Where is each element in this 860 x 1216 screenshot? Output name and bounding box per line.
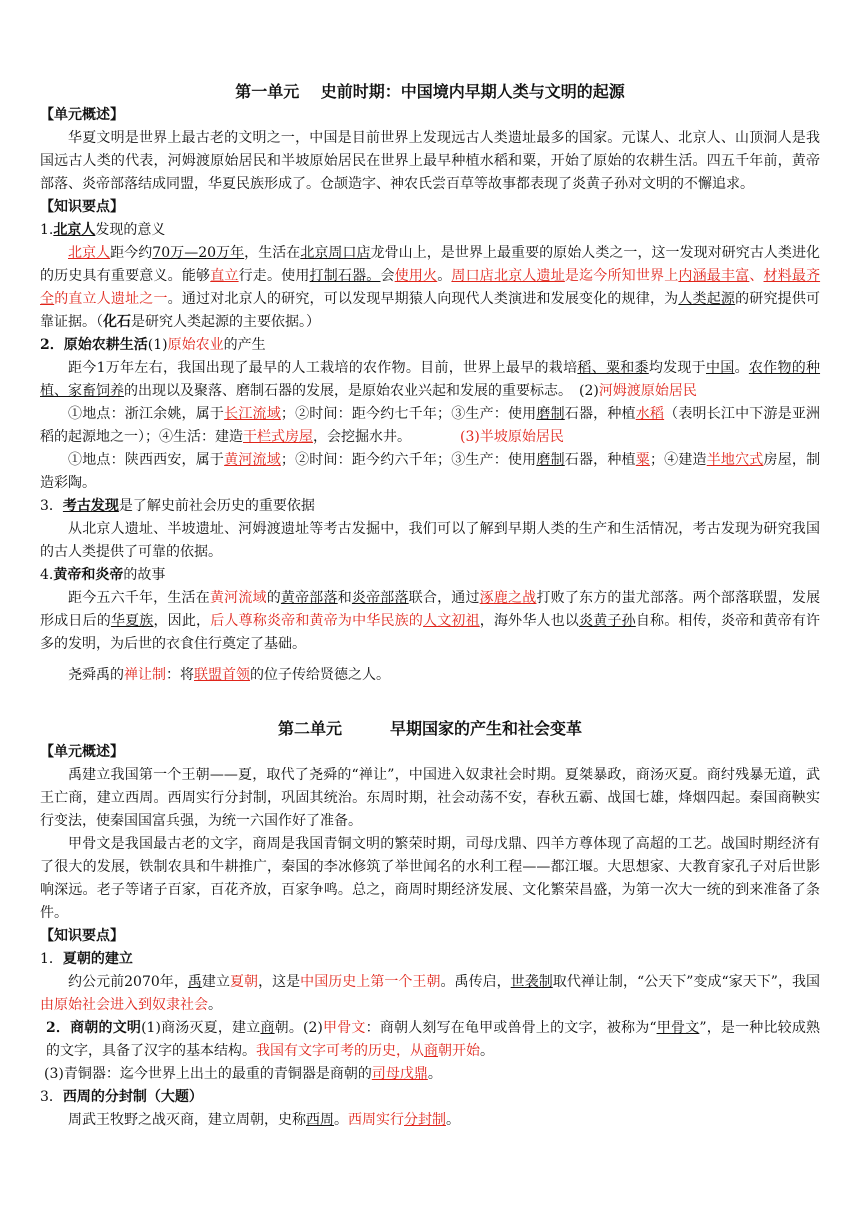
span: 禹 bbox=[187, 974, 202, 990]
span: 。 bbox=[334, 1112, 348, 1128]
span: 。 bbox=[734, 360, 749, 376]
span: 的直立人遗址之一 bbox=[54, 291, 168, 307]
span: 自称。相传，炎帝和黄帝有许多的发明，为后世的衣食住行奠定了基础。 bbox=[40, 613, 821, 652]
span: 距今约 bbox=[110, 245, 153, 261]
span: ：将 bbox=[166, 667, 194, 683]
unit2-overview-1: 禹建立我国第一个王朝——夏，取代了尧舜的“禅让”，中国进入奴隶社会时期。夏桀暴政，商汤灭夏。商纣残暴无道，武王亡商，建立西周。西周实行分封制，巩固其统治。东周时期，社会动荡不安，春秋五霸、战国七雄，烽烟四起。秦国商鞅实行变法，使秦国国富兵强，为统一六国作好了准备。 bbox=[40, 767, 820, 829]
span: 石器，种植 bbox=[564, 406, 636, 422]
span: 会 bbox=[380, 268, 395, 284]
span: 。 bbox=[427, 1066, 442, 1082]
span: ①地点：浙江余姚，属于 bbox=[68, 406, 225, 422]
unit1-para-agriculture bbox=[40, 357, 820, 403]
span: 夏朝 bbox=[229, 974, 259, 990]
span: 。 bbox=[480, 1043, 494, 1059]
span: 周口店北京人遗址 bbox=[451, 268, 565, 284]
span: 黄帝部落 bbox=[280, 590, 338, 606]
span: 后人尊称炎帝和黄帝为中华民族的 bbox=[210, 613, 424, 629]
span: 直立 bbox=[210, 268, 239, 284]
unit2-title: 第二单元 早期国家的产生和社会变革 bbox=[277, 719, 582, 738]
span: 农作物的种植、家畜饲养 bbox=[40, 360, 821, 399]
span: 中国 bbox=[705, 360, 735, 376]
span: 商 bbox=[260, 1020, 275, 1036]
span: 尧舜禹的 bbox=[68, 667, 124, 683]
span: 距今五六千年，生活在 bbox=[68, 590, 210, 606]
span: 北京周口店 bbox=[300, 245, 371, 261]
span: 考古发现 bbox=[62, 498, 119, 514]
span: 磨制 bbox=[536, 406, 565, 422]
span: 距今1万年左右，我国出现了最早的人工栽培的农作物。目前，世界上最早的栽培 bbox=[68, 360, 578, 376]
span: (1)商汤灭夏，建立 bbox=[141, 1020, 261, 1036]
span: 稻、粟和黍 bbox=[577, 360, 649, 376]
unit2-overview-2: 甲骨文是我国最古老的文字，商周是我国青铜文明的繁荣时期，司母戊鼎、四羊方尊体现了高超的工艺。战国时期经济有了很大的发展，铁制农具和牛耕推广，秦国的李冰修筑了举世闻名的水利工程——都江堰。大思想家、大教育家孔子对后世影响深远。老子等诸子百家，百花齐放，百家争鸣。总之，商周时期经济发展、文化繁荣昌盛，为第一次大一统的到来准备了条件。 bbox=[40, 836, 820, 921]
unit1-heading-3 bbox=[40, 495, 820, 518]
span: ，生活在 bbox=[244, 245, 301, 261]
span: 、 bbox=[749, 268, 764, 284]
span: (3)半坡原始居民 bbox=[460, 429, 564, 445]
unit1-para-banpo bbox=[40, 449, 820, 495]
span: 北京人 bbox=[68, 245, 111, 261]
span: 的产生 bbox=[223, 337, 266, 353]
span: 西周实行 bbox=[348, 1112, 404, 1128]
unit2-heading-3 bbox=[40, 1086, 820, 1109]
span: 的 bbox=[266, 590, 281, 606]
unit2-overview-label: 【单元概述】 bbox=[40, 744, 124, 760]
span: 化石 bbox=[103, 314, 131, 330]
span: 西周 bbox=[306, 1112, 334, 1128]
span: 夏朝的建立 bbox=[62, 951, 133, 967]
span: 甲骨文 bbox=[656, 1020, 700, 1036]
span: 禅让制 bbox=[124, 667, 166, 683]
span: 的故事 bbox=[123, 567, 166, 583]
span: 司母戊鼎 bbox=[371, 1066, 428, 1082]
span: 的出现以及聚落、磨制石器的发展，是原始农业兴起和发展的重要标志。 (2) bbox=[124, 383, 599, 399]
span: 。 bbox=[208, 997, 222, 1013]
span: 联盟首领 bbox=[194, 667, 250, 683]
span: 打制石器。 bbox=[309, 268, 381, 284]
unit1-points-label: 【知识要点】 bbox=[40, 199, 124, 215]
span: 2．原始农耕生活 bbox=[40, 337, 148, 353]
span: ，会挖掘水井。 bbox=[313, 429, 460, 445]
unit1-heading-1 bbox=[40, 219, 820, 242]
heading-keyword: 北京人 bbox=[53, 222, 96, 238]
span: 炎黄子孙 bbox=[579, 613, 636, 629]
span: 和 bbox=[337, 590, 352, 606]
span: 是迄今所知世界上 bbox=[564, 268, 679, 284]
unit1-overview-label: 【单元概述】 bbox=[40, 107, 124, 123]
unit2-para-xizhou bbox=[40, 1109, 820, 1132]
span: 世袭制 bbox=[510, 974, 553, 990]
heading-number: 1. bbox=[40, 222, 54, 238]
span: 房屋，制造彩陶。 bbox=[40, 452, 821, 491]
heading-text: 发现的意义 bbox=[95, 222, 166, 238]
span: 分封制 bbox=[404, 1112, 446, 1128]
span: 。 bbox=[437, 268, 452, 284]
span: 3． bbox=[40, 1089, 63, 1105]
span: 石器，种植 bbox=[564, 452, 636, 468]
unit2-para-bronze bbox=[40, 1063, 820, 1086]
span: 磨制 bbox=[536, 452, 565, 468]
unit1-para-shanrang bbox=[40, 664, 820, 687]
span: 。禹传启， bbox=[440, 974, 511, 990]
span: 是研究人类起源的主要依据。） bbox=[131, 314, 320, 330]
span: 。通过对北京人的研究，可以发现早期猿人向现代人类演进和发展变化的规律，为 bbox=[167, 291, 679, 307]
unit1-para-huangdi-yandi bbox=[40, 587, 820, 656]
span: 河姆渡原始居民 bbox=[598, 383, 697, 399]
span: 是了解史前社会历史的重要依据 bbox=[118, 498, 315, 514]
span: 黄帝和炎帝 bbox=[53, 567, 124, 583]
span: 1． bbox=[40, 951, 63, 967]
span: ；②时间：距今约六千年；③生产：使用 bbox=[280, 452, 537, 468]
span: ；②时间：距今约七千年；③生产：使用 bbox=[280, 406, 537, 422]
span: (3)青铜器：迄今世界上出土的最重的青铜器是商朝的 bbox=[44, 1066, 372, 1082]
span: 人类起源 bbox=[678, 291, 736, 307]
unit1-para-hemudu bbox=[40, 403, 820, 449]
unit2-para-shang bbox=[40, 1017, 820, 1063]
span: 由原始社会进入到奴隶社会 bbox=[40, 997, 208, 1013]
span: 龙骨山上，是世界上最重要的原始人类之一，这一发现对研究古人类进化的历史具有重要意义。能够 bbox=[40, 245, 821, 284]
span: 华夏族 bbox=[110, 613, 154, 629]
span: 人文初祖 bbox=[423, 613, 480, 629]
span: 中国历史上第一个王朝 bbox=[300, 974, 441, 990]
span: 。 bbox=[446, 1112, 460, 1128]
unit1-heading-2 bbox=[40, 334, 820, 357]
span: 的位子传给贤德之人。 bbox=[250, 667, 390, 683]
span: 炎帝部落 bbox=[351, 590, 409, 606]
span: 联合，通过 bbox=[408, 590, 480, 606]
unit1-title: 第一单元 史前时期：中国境内早期人类与文明的起源 bbox=[235, 82, 625, 101]
span: ；④建造 bbox=[649, 452, 707, 468]
unit2-para-xia bbox=[40, 971, 820, 1017]
span: ①地点：陕西西安，属于 bbox=[68, 452, 225, 468]
span: 均发现于 bbox=[648, 360, 706, 376]
span: 粟 bbox=[635, 452, 650, 468]
span: 商 bbox=[424, 1043, 438, 1059]
span: 甲骨文 bbox=[322, 1020, 366, 1036]
span: ，因此， bbox=[153, 613, 211, 629]
unit1-heading-4 bbox=[40, 564, 820, 587]
span: 朝开始 bbox=[438, 1043, 480, 1059]
span: 干栏式房屋 bbox=[243, 429, 313, 445]
span: ：商朝人刻写在龟甲或兽骨上的文字，被称为“ bbox=[365, 1020, 657, 1036]
span: 使用火 bbox=[394, 268, 438, 284]
span: 长江流域 bbox=[224, 406, 281, 422]
unit1-para-archaeology: 从北京人遗址、半坡遗址、河姆渡遗址等考古发掘中，我们可以了解到早期人类的生产和生活情况，考古发现为研究我国的古人类提供了可靠的依据。 bbox=[40, 521, 820, 560]
span: 取代禅让制，“公天下”变成“家天下”，我国 bbox=[552, 974, 821, 990]
span: 黄河流域 bbox=[224, 452, 281, 468]
span: 涿鹿之战 bbox=[479, 590, 537, 606]
unit2-points-label: 【知识要点】 bbox=[40, 928, 124, 944]
span: 水稻 bbox=[635, 406, 665, 422]
span: 我国有文字可考的历史，从 bbox=[256, 1043, 424, 1059]
span: 黄河流域 bbox=[209, 590, 267, 606]
unit1-para-beijing-man bbox=[40, 242, 820, 334]
span: 西周的分封制（大题） bbox=[62, 1089, 203, 1105]
span: 4. bbox=[40, 567, 54, 583]
unit1-overview: 华夏文明是世界上最古老的文明之一，中国是目前世界上发现远古人类遗址最多的国家。元谋人、北京人、山顶洞人是我国远古人类的代表，河姆渡原始居民和半坡原始居民在世界上最早种植水稻和粟，开始了原始的农耕生活。四五千年前，黄帝部落、炎帝部落结成同盟，华夏民族形成了。仓颉造字、神农氏尝百草等故事都表现了炎黄子孙对文明的不懈追求。 bbox=[40, 130, 820, 192]
span: 原始农业 bbox=[167, 337, 224, 353]
span: 3． bbox=[40, 498, 63, 514]
span: 内涵最丰富 bbox=[678, 268, 750, 284]
span: 约公元前2070年， bbox=[68, 974, 188, 990]
span: 材料最齐全 bbox=[40, 268, 821, 307]
unit2-heading-1 bbox=[40, 948, 820, 971]
span: ，这是 bbox=[258, 974, 301, 990]
span: 行走。使用 bbox=[238, 268, 310, 284]
span: 周武王牧野之战灭商，建立周朝，史称 bbox=[68, 1112, 306, 1128]
span: 打败了东方的蚩尤部落。两个部落联盟，发展形成日后的 bbox=[40, 590, 821, 629]
span: 的研究提供可靠证据。（ bbox=[40, 291, 821, 330]
span: 半地穴式 bbox=[706, 452, 764, 468]
span: 建立 bbox=[201, 974, 230, 990]
span: ”，是一种比较成熟的文字，具备了汉字的基本结构。 bbox=[46, 1020, 821, 1059]
span: （表明长江中下游是亚洲稻的起源地之一）；④生活：建造 bbox=[40, 406, 821, 445]
span: 朝。(2) bbox=[274, 1020, 323, 1036]
span: 70万—20万年 bbox=[152, 245, 245, 261]
span: 2．商朝的文明 bbox=[46, 1020, 142, 1036]
span: ，海外华人也以 bbox=[479, 613, 580, 629]
span: (1) bbox=[147, 337, 168, 353]
